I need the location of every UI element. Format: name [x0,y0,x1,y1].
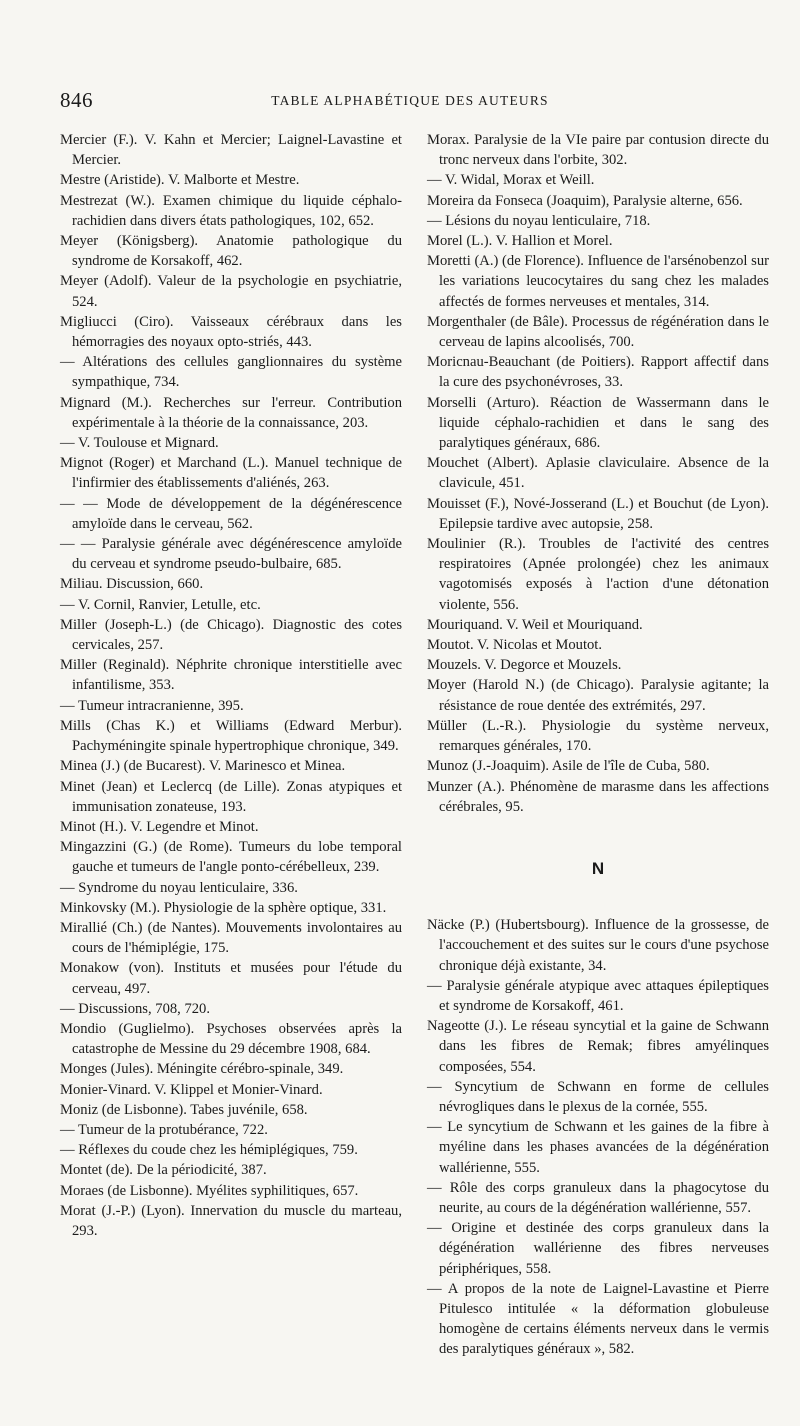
page-number: 846 [60,88,93,112]
index-entry: Mingazzini (G.) (de Rome). Tumeurs du lobe temporal gauche et tumeurs de l'angle ponto-cérébelleux, 239. [60,839,402,876]
index-entry: Nageotte (J.). Le réseau syncytial et la gaine de Schwann dans les fibres de Remak; fibres amyélinques composées, 554. [427,1018,769,1075]
index-entry: Moricnau-Beauchant (de Poitiers). Rapport affectif dans la cure des psychonévroses, 33. [427,354,769,391]
index-entry: Mills (Chas K.) et Williams (Edward Merbur). Pachyméningite spinale hypertrophique chronique, 349. [60,717,402,755]
index-entry: Mouzels. V. Degorce et Mouzels. [427,657,622,674]
index-entry: Moutot. V. Nicolas et Moutot. [427,637,602,654]
index-entry: Minot (H.). V. Legendre et Minot. [60,818,259,835]
index-entry: — V. Widal, Morax et Weill. [427,172,595,189]
page-header [60,88,760,114]
index-entry: Miliau. Discussion, 660. [60,576,204,593]
index-entry: Mirallié (Ch.) (de Nantes). Mouvements involontaires au cours de l'hémiplégie, 175. [60,919,402,957]
index-entry: — Altérations des cellules ganglionnaires du système sympathique, 734. [60,354,402,391]
index-entry: Meyer (Königsberg). Anatomie pathologique du syndrome de Korsakoff, 462. [60,233,402,270]
running-head: TABLE ALPHABÉTIQUE DES AUTEURS [271,93,549,108]
index-entry: — Rôle des corps granuleux dans la phagocytose du neurite, au cours de la dégénération wallérienne, 557. [427,1179,769,1216]
index-entry: — Le syncytium de Schwann et les gaines de la fibre à myéline dans les phases avancées de la dégénération wallérienne, 555. [427,1119,769,1176]
index-entry: Mondio (Guglielmo). Psychoses observées après la catastrophe de Messine du 29 décembre 1908, 684. [60,1020,402,1058]
index-entry: Morel (L.). V. Hallion et Morel. [427,233,613,250]
right-column [427,130,769,1360]
index-entry: Müller (L.-R.). Physiologie du système nerveux, remarques générales, 170. [427,717,769,755]
index-entry: — Tumeur intracranienne, 395. [60,697,244,714]
index-entry: — — Mode de développement de la dégénérescence amyloïde dans le cerveau, 562. [60,495,402,532]
index-entry: Minkovsky (M.). Physiologie de la sphère optique, 331. [60,899,387,916]
index-entry: Miller (Joseph-L.) (de Chicago). Diagnostic des cotes cervicales, 257. [60,616,402,654]
index-entry: — Discussions, 708, 720. [60,1000,210,1017]
index-entry: Mestre (Aristide). V. Malborte et Mestre. [60,172,300,189]
index-entry: — Origine et destinée des corps granuleux dans la dégénération wallérienne des fibres nerveuses périphériques, 558. [427,1220,769,1277]
index-entry: Monges (Jules). Méningite cérébro-spinale, 349. [60,1061,344,1078]
index-entry: Mouchet (Albert). Aplasie claviculaire. Absence de la clavicule, 451. [427,455,769,492]
index-entry: Minet (Jean) et Leclercq (de Lille). Zonas atypiques et immunisation zonateuse, 193. [60,778,402,815]
index-entry: Meyer (Adolf). Valeur de la psychologie en psychiatrie, 524. [60,273,402,310]
index-entry: Mercier (F.). V. Kahn et Mercier; Laignel-Lavastine et Mercier. [60,132,402,169]
index-entry: — V. Cornil, Ranvier, Letulle, etc. [60,596,261,613]
index-entry: — Réflexes du coude chez les hémiplégiques, 759. [60,1142,358,1159]
index-entry: Morgenthaler (de Bâle). Processus de régénération dans le cerveau de lapins alcoolisés, 700. [427,313,769,351]
index-entry: — Tumeur de la protubérance, 722. [60,1121,268,1138]
index-entry: Mouriquand. V. Weil et Mouriquand. [427,616,643,633]
index-entry: Morax. Paralysie de la VIe paire par contusion directe du tronc nerveux dans l'orbite, 302. [427,132,769,169]
index-entry: Munzer (A.). Phénomène de marasme dans les affections cérébrales, 95. [427,778,769,815]
index-entry: Morat (J.-P.) (Lyon). Innervation du muscle du marteau, 293. [60,1202,402,1239]
index-entry: — Syndrome du noyau lenticulaire, 336. [60,879,298,896]
index-entry: Mignot (Roger) et Marchand (L.). Manuel technique de l'infirmier des établissements d'aliénés, 263. [60,455,402,492]
index-entry: Moyer (Harold N.) (de Chicago). Paralysie agitante; la résistance de roue dentée des extrémités, 297. [427,677,769,714]
index-entry: Mestrezat (W.). Examen chimique du liquide céphalo-rachidien dans divers états pathologiques, 102, 652. [60,192,402,229]
index-entry: — Syncytium de Schwann en forme de cellules névrogliques dans le plexus de la cornée, 555. [427,1078,769,1115]
index-entry: Minea (J.) (de Bucarest). V. Marinesco et Minea. [60,758,346,775]
index-entry: Monier-Vinard. V. Klippel et Monier-Vinard. [60,1081,323,1098]
index-entry: Mouisset (F.), Nové-Josserand (L.) et Bouchut (de Lyon). Epilepsie tardive avec autopsie, 258. [427,495,769,532]
index-entry: Moulinier (R.). Troubles de l'activité des centres respiratoires (Apnée prolongée) chez les animaux vagotomisés exposés à l'action d'une détonation violente, 556. [427,536,769,613]
index-entry: Moraes (de Lisbonne). Myélites syphilitiques, 657. [60,1182,359,1199]
index-entry: Montet (de). De la périodicité, 387. [60,1162,267,1179]
right-column-n-entries [427,915,769,1359]
right-column-m-entries [427,130,769,817]
index-entry: Morselli (Arturo). Réaction de Wassermann dans le liquide céphalo-rachidien et dans le sang des paralytiques généraux, 686. [427,394,769,452]
index-entry: — — Paralysie générale avec dégénérescence amyloïde du cerveau et syndrome pseudo-bulbaire, 685. [60,536,402,573]
index-entry: — V. Toulouse et Mignard. [60,435,219,452]
index-entry: — Lésions du noyau lenticulaire, 718. [427,212,651,229]
index-entry: Monakow (von). Instituts et musées pour l'étude du cerveau, 497. [60,960,402,997]
index-entry: Migliucci (Ciro). Vaisseaux cérébraux dans les hémorragies des noyaux opto-striés, 443. [60,313,402,351]
index-entry: Moniz (de Lisbonne). Tabes juvénile, 658. [60,1101,308,1118]
index-entry: Näcke (P.) (Hubertsbourg). Influence de la grossesse, de l'accouchement et des suites sur le cours d'une psychose chronique déjà existante, 34. [427,917,769,974]
index-entry: Moreira da Fonseca (Joaquim), Paralysie alterne, 656. [427,192,743,209]
index-entry: Miller (Reginald). Néphrite chronique interstitielle avec infantilisme, 353. [60,657,402,694]
index-entry: Munoz (J.-Joaquim). Asile de l'île de Cuba, 580. [427,758,710,775]
index-entry: — A propos de la note de Laignel-Lavastine et Pierre Pitulesco intitulée « la déformation globuleuse homogène de certains éléments nerveux dans le vermis des paralytiques généraux », 582. [427,1280,769,1358]
index-entry: Mignard (M.). Recherches sur l'erreur. Contribution expérimentale à la théorie de la connaissance, 203. [60,394,402,431]
index-entry: — Paralysie générale atypique avec attaques épileptiques et syndrome de Korsakoff, 461. [427,977,769,1014]
index-entry: Moretti (A.) (de Florence). Influence de l'arsénobenzol sur les variations leucocytaires du sang chez les malades affectés de formes nerveuses et mentales, 314. [427,253,769,310]
left-column [60,130,402,1241]
section-heading-n: N [591,858,605,878]
